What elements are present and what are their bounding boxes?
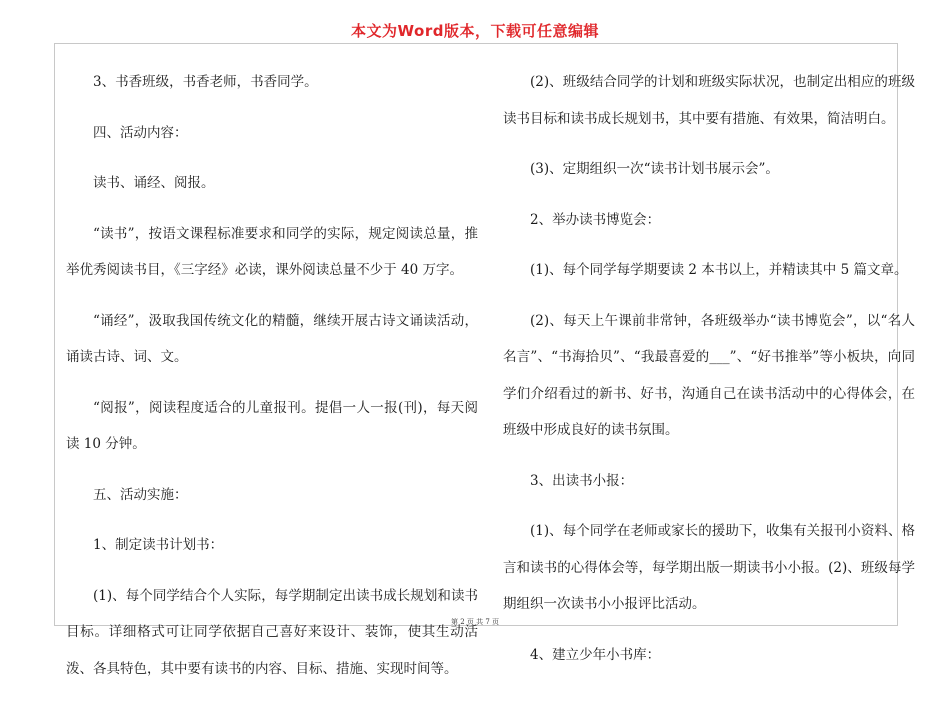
paragraph: 4、建立少年小书库：	[530, 646, 661, 663]
right-column	[503, 64, 915, 687]
page-number: 第 2 页 共 7 页	[450, 618, 500, 626]
paragraph: (3)、定期组织一次“读书计划书展示会”。	[530, 161, 779, 177]
paragraph: 2、举办读书博览会：	[530, 211, 661, 228]
paragraph: 3、出读书小报：	[530, 472, 634, 489]
left-column	[66, 64, 478, 701]
section-heading: 五、活动实施：	[93, 486, 188, 503]
paragraph: 读书、诵经、阅报。	[93, 175, 215, 191]
paragraph: (1)、每个同学在老师或家长的援助下，收集有关报刊小资料、格言和读书的心得体会等，每学期出版一期读书小小报。(2)、班级每学期组织一次读书小小报评比活动。	[503, 523, 915, 612]
paragraph: (1)、每个同学结合个人实际，每学期制定出读书成长规划和读书目标。详细格式可让同学依据自己喜好来设计、装饰，使其生动活泼、各具特色，其中要有读书的内容、目标、措施、实现时间等。	[66, 587, 478, 677]
paragraph: (1)、每个同学每学期要读 2 本书以上，并精读其中 5 篇文章。	[530, 262, 908, 278]
paragraph: 1、制定读书计划书：	[93, 537, 224, 553]
paragraph: (2)、每天上午课前非常钟，各班级举办“读书博览会”，以“名人名言”、“书海拾贝”、“我最喜爱的___”、“好书推举”等小板块，向同学们介绍看过的新书、好书，沟通自己在读书活动中的心得体会，在班级中形成良好的读书氛围。	[503, 312, 915, 438]
word-version-banner: 本文为Word版本，下载可任意编辑	[351, 22, 599, 40]
paragraph: “读书”，按语文课程标准要求和同学的实际，规定阅读总量，推举优秀阅读书目，《三字经》必读，课外阅读总量不少于 40 万字。	[66, 225, 478, 278]
paragraph: “阅报”，阅读程度适合的儿童报刊。提倡一人一报(刊)，每天阅读 10 分钟。	[66, 399, 478, 452]
paragraph: (2)、班级结合同学的计划和班级实际状况，也制定出相应的班级读书目标和读书成长规划书，其中要有措施、有效果，简洁明白。	[503, 74, 915, 127]
paragraph: “诵经”，汲取我国传统文化的精髓，继续开展古诗文诵读活动，诵读古诗、词、文。	[66, 312, 478, 365]
paragraph: 3、书香班级，书香老师，书香同学。	[93, 74, 318, 90]
section-heading: 四、活动内容：	[93, 124, 188, 141]
